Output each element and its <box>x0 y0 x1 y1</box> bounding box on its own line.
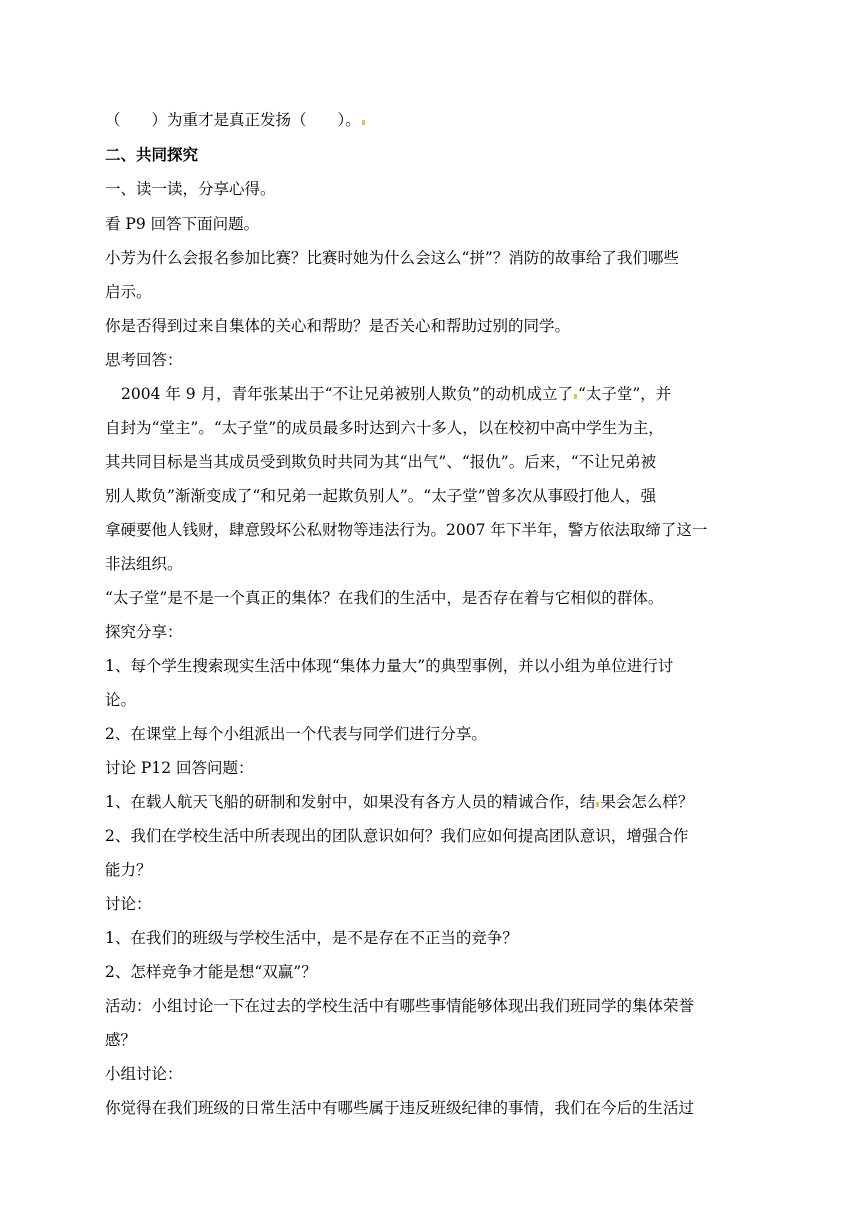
story-line-4: 别人欺负”渐渐变成了“和兄弟一起欺负别人”。“太子堂”曾多次从事殴打他人，强 <box>105 487 657 505</box>
discuss-item-1-text-a: 1、在载人航天飞船的研制和发射中，如果没有各方人员的精诚合作，结 <box>105 793 596 811</box>
activity-line-2: 感？ <box>105 1031 137 1049</box>
discussion-item-2: 2、怎样竞争才能是想“双赢”？ <box>105 963 317 981</box>
story-line-3: 其共同目标是当其成员受到欺负时共同为其“出气”、“报仇”。后来，“不让兄弟被 <box>105 453 657 471</box>
discuss-item-2-line-2: 能力？ <box>105 861 152 879</box>
explore-share-label: 探究分享： <box>105 623 183 641</box>
story-line-6: 非法组织。 <box>105 555 183 573</box>
highlight-mark <box>596 802 599 807</box>
discussion-item-1: 1、在我们的班级与学校生活中，是不是存在不正当的竞争？ <box>105 929 518 947</box>
question-1-line-1: 小芳为什么会报名参加比赛？比赛时她为什么会这么“拼”？消防的故事给了我们哪些 <box>105 249 679 267</box>
explore-item-2: 2、在课堂上每个小组派出一个代表与同学们进行分享。 <box>105 725 487 743</box>
fill-in-text: （ ）为重才是真正发扬（ ）。 <box>105 111 361 129</box>
fill-in-line <box>105 110 765 130</box>
discussion-label: 讨论： <box>105 895 152 913</box>
group-discussion-label: 小组讨论： <box>105 1065 183 1083</box>
question-1-line-2: 启示。 <box>105 283 152 301</box>
highlight-mark <box>362 120 365 125</box>
discuss-item-1-text-b: 果会怎么样？ <box>600 793 694 811</box>
instruction-p9: 看 P9 回答下面问题。 <box>105 215 260 233</box>
story-question: “太子堂”是不是一个真正的集体？在我们的生活中，是否存在着与它相似的群体。 <box>105 589 664 607</box>
discuss-item-1 <box>105 792 765 812</box>
story-line-1-text-b: “太子堂”，并 <box>577 385 672 403</box>
subheading-read: 一、读一读，分享心得。 <box>105 180 276 198</box>
story-line-1 <box>121 384 781 404</box>
highlight-mark <box>574 394 577 399</box>
discuss-item-2-line-1: 2、我们在学校生活中所表现出的团队意识如何？我们应如何提高团队意识，增强合作 <box>105 827 689 845</box>
think-answer-label: 思考回答： <box>105 351 183 369</box>
explore-item-1-line-1: 1、每个学生搜索现实生活中体现“集体力量大”的典型事例，并以小组为单位进行讨 <box>105 657 674 675</box>
story-line-2: 自封为“堂主”。“太子堂”的成员最多时达到六十多人，以在校初中高中学生为主， <box>105 419 664 437</box>
question-2: 你是否得到过来自集体的关心和帮助？是否关心和帮助过别的同学。 <box>105 317 571 335</box>
activity-line-1: 活动：小组讨论一下在过去的学校生活中有哪些事情能够体现出我们班同学的集体荣誉 <box>105 997 695 1015</box>
story-line-5: 拿硬要他人钱财，肆意毁坏公私财物等违法行为。2007 年下半年，警方依法取缔了这一 <box>105 521 708 539</box>
explore-item-1-line-2: 论。 <box>105 691 137 709</box>
group-discussion-question: 你觉得在我们班级的日常生活中有哪些属于违反班级纪律的事情，我们在今后的生活过 <box>105 1099 695 1117</box>
story-line-1-text-a: 2004 年 9 月，青年张某出于“不让兄弟被别人欺负”的动机成立了 <box>121 385 573 403</box>
section-heading: 二、共同探究 <box>105 145 199 164</box>
discuss-p12-label: 讨论 P12 回答问题： <box>105 759 254 777</box>
